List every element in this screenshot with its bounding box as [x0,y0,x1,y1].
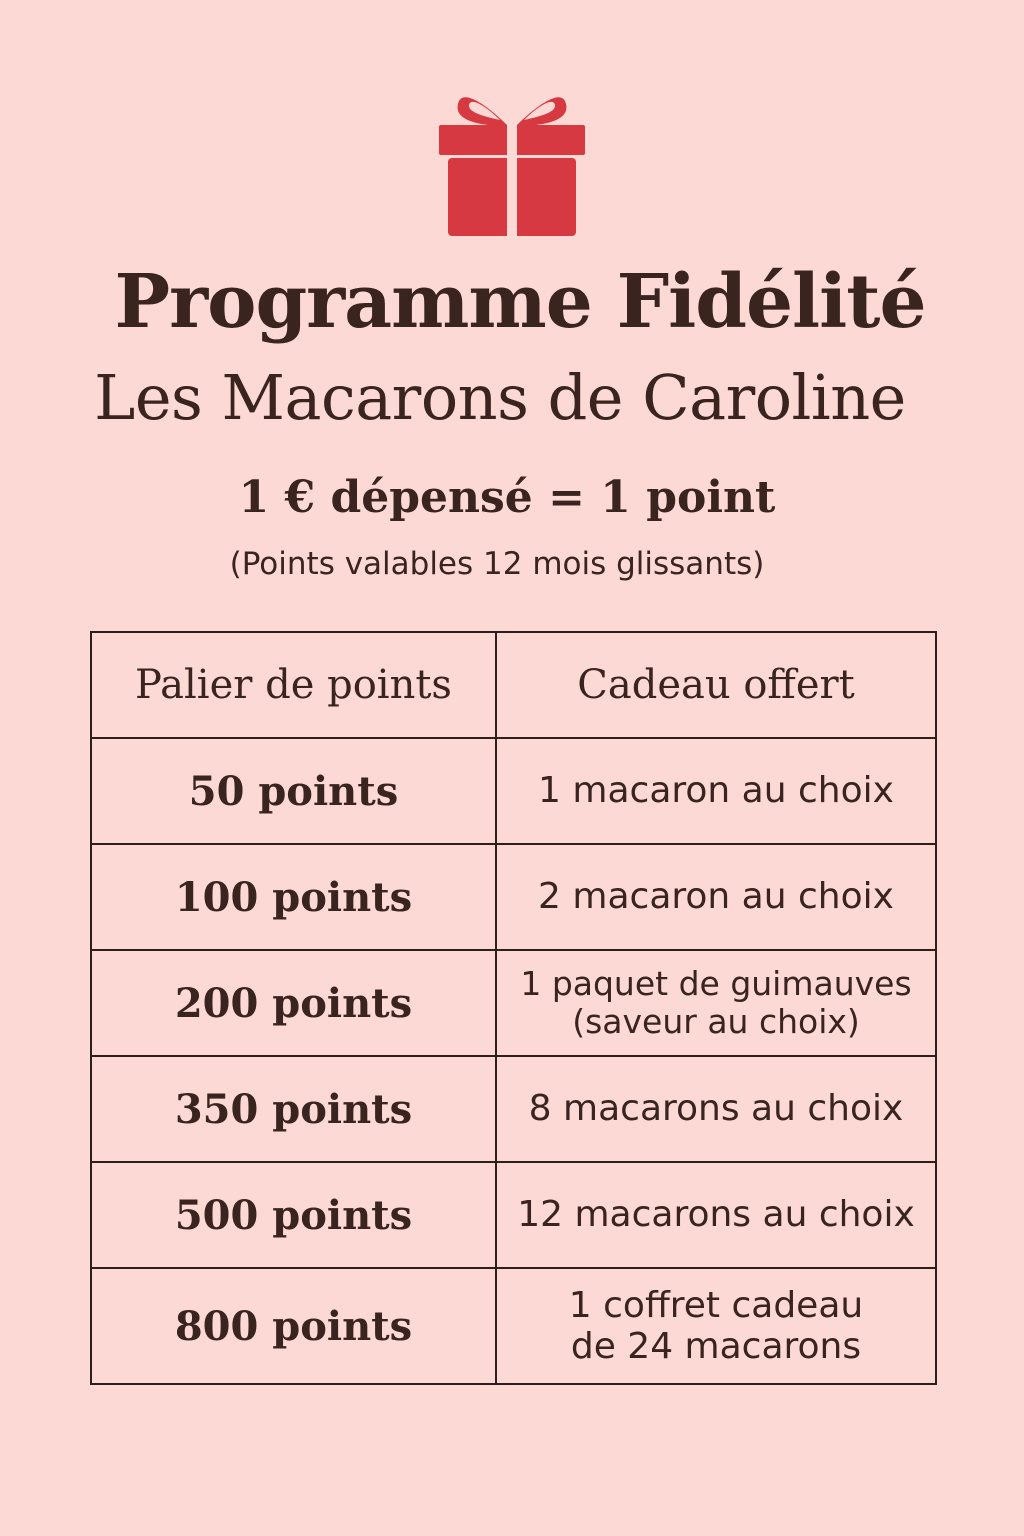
tier-gift [496,950,936,1056]
tier-gift [496,1162,936,1268]
tier-points: 50 points [91,738,496,844]
table-header-row [91,632,936,738]
tier-gift-line: de 24 macarons [570,1326,862,1367]
header-points: Palier de points [91,632,496,738]
tier-gift-line: 8 macarons au choix [528,1088,904,1130]
tier-gift-line: 12 macarons au choix [517,1194,915,1236]
tier-gift [496,1056,936,1162]
gift-icon [438,78,586,238]
header-gift: Cadeau offert [496,632,936,738]
table-row [91,1162,936,1268]
shop-name: Les Macarons de Caroline [94,361,906,434]
tier-gift-line: 2 macaron au choix [538,876,894,918]
tier-gift-line: 1 paquet de guimauves [520,964,912,1004]
points-rule: 1 € dépensé = 1 point [238,472,776,523]
validity-note: (Points valables 12 mois glissants) [229,546,765,582]
page-title: Programme Fidélité [114,259,926,345]
tier-points: 200 points [91,950,496,1056]
table-row [91,1268,936,1384]
table-row [91,844,936,950]
tier-gift-line: 1 macaron au choix [538,770,894,812]
tier-gift-line: 1 coffret cadeau [568,1284,864,1326]
tier-points: 800 points [91,1268,496,1384]
table-row [91,738,936,844]
table-row [91,950,936,1056]
rewards-table [90,631,937,1385]
tier-gift [496,844,936,950]
tier-gift [496,738,936,844]
tier-gift-line: (saveur au choix) [572,1002,860,1041]
table-row [91,1056,936,1162]
tier-points: 350 points [91,1056,496,1162]
tier-gift [496,1268,936,1384]
tier-points: 100 points [91,844,496,950]
tier-points: 500 points [91,1162,496,1268]
